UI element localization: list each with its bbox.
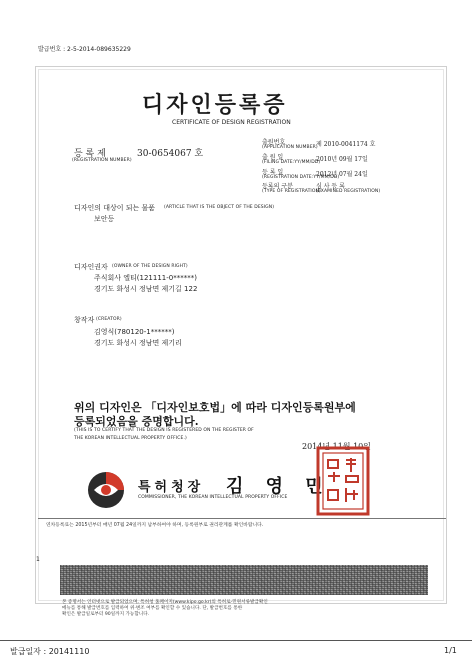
creator-label: 창작자 bbox=[74, 316, 95, 324]
commissioner-name: 김 영 민 bbox=[226, 476, 331, 497]
certificate-title: 디자인등록증 bbox=[142, 92, 288, 118]
registration-label-en: (REGISTRATION NUMBER) bbox=[72, 158, 132, 163]
registration-label: 등 록 제 bbox=[74, 149, 106, 159]
fine-print-1: 본 증명서는 인터넷으로 발급되었으며, 특허청 홈페이지(www.kipo.go.kr)의 특허로-민원서류발급확인 bbox=[62, 600, 268, 605]
registration-date-label: 등 록 일 bbox=[262, 169, 284, 176]
commissioner-title: 특허청장 bbox=[138, 480, 205, 495]
filing-date-label-en: (FILING DATE:YY/MM/DD) bbox=[262, 160, 321, 165]
registration-type: 심 사 등 록 bbox=[316, 183, 345, 190]
registration-number: 30-0654067 호 bbox=[137, 149, 204, 159]
issue-date-on-certificate: 2014년 11월 10일 bbox=[302, 442, 371, 451]
filing-date-label: 출 원 일 bbox=[262, 154, 284, 161]
application-number: 제 2010-0041174 호 bbox=[316, 141, 376, 148]
certify-en-1: (THIS IS TO CERTIFY THAT THE DESIGN IS REGISTERED ON THE REGISTER OF bbox=[74, 428, 254, 433]
seal-stamp-icon bbox=[316, 446, 370, 516]
creator-label-en: (CREATOR) bbox=[96, 317, 122, 322]
owner-name: 주식회사 엘티(121111-0******) bbox=[94, 274, 197, 282]
certify-line-1: 위의 디자인은 「디자인보호법」에 따라 디자인등록원부에 bbox=[74, 401, 356, 414]
page-marker-left: 1 bbox=[36, 556, 40, 563]
issue-date-footer: 발급일자 : 20141110 bbox=[10, 647, 90, 656]
fee-notice-divider bbox=[38, 518, 446, 519]
fine-print-3: 확인은 발급일로부터 90일까지 가능합니다. bbox=[62, 612, 150, 617]
filing-date: 2010년 09월 17일 bbox=[316, 156, 368, 163]
registration-type-label-en: (TYPE OF REGISTRATION) bbox=[262, 189, 321, 194]
fee-notice: 연차등록료는 2015년부터 매년 07월 24일까지 납부하여야 하며, 등록원부로 권리관계를 확인바랍니다. bbox=[46, 523, 264, 528]
creator-name: 김영식(780120-1******) bbox=[94, 328, 175, 336]
owner-address: 경기도 화성시 정남면 제기길 122 bbox=[94, 285, 198, 293]
article-label-en: (ARTICLE THAT IS THE OBJECT OF THE DESIGN) bbox=[164, 205, 275, 210]
kipo-logo-icon bbox=[86, 470, 126, 510]
article-label: 디자인의 대상이 되는 물품 bbox=[74, 204, 156, 212]
commissioner-en: COMMISSIONER, THE KOREAN INTELLECTUAL PROPERTY OFFICE bbox=[138, 495, 288, 500]
application-number-label-en: (APPLICATION NUMBER) bbox=[262, 145, 318, 150]
registration-type-en: (EXAMINED REGISTRATION) bbox=[316, 189, 381, 194]
creator-address: 경기도 화성시 정남면 제기리 bbox=[94, 339, 182, 347]
security-barcode bbox=[60, 565, 428, 595]
footer-divider bbox=[0, 640, 472, 641]
registration-date: 2012년 07월 24일 bbox=[316, 171, 368, 178]
fine-print-2: 메뉴를 통해 발급번호를 입력하여 위·변조 여부를 확인할 수 있습니다. 단, 발급번호를 통한 bbox=[62, 606, 243, 611]
registration-date-label-en: (REGISTRATION DATE:YY/MM/DD) bbox=[262, 175, 340, 180]
owner-label: 디자인권자 bbox=[74, 263, 108, 271]
registration-type-label: 등록의 구분 bbox=[262, 183, 293, 190]
issue-number: 발급번호 : 2-5-2014-089635229 bbox=[38, 46, 131, 53]
certify-line-2: 등록되었음을 증명합니다. bbox=[74, 415, 199, 428]
article-value: 보안등 bbox=[94, 215, 115, 223]
application-number-label: 출원번호 bbox=[262, 139, 286, 146]
page-count: 1/1 bbox=[444, 646, 457, 655]
certify-en-2: THE KOREAN INTELLECTUAL PROPERTY OFFICE.) bbox=[74, 436, 187, 441]
owner-label-en: (OWNER OF THE DESIGN RIGHT) bbox=[112, 264, 188, 269]
certificate-title-en: CERTIFICATE OF DESIGN REGISTRATION bbox=[172, 119, 291, 126]
official-seal bbox=[316, 446, 370, 516]
